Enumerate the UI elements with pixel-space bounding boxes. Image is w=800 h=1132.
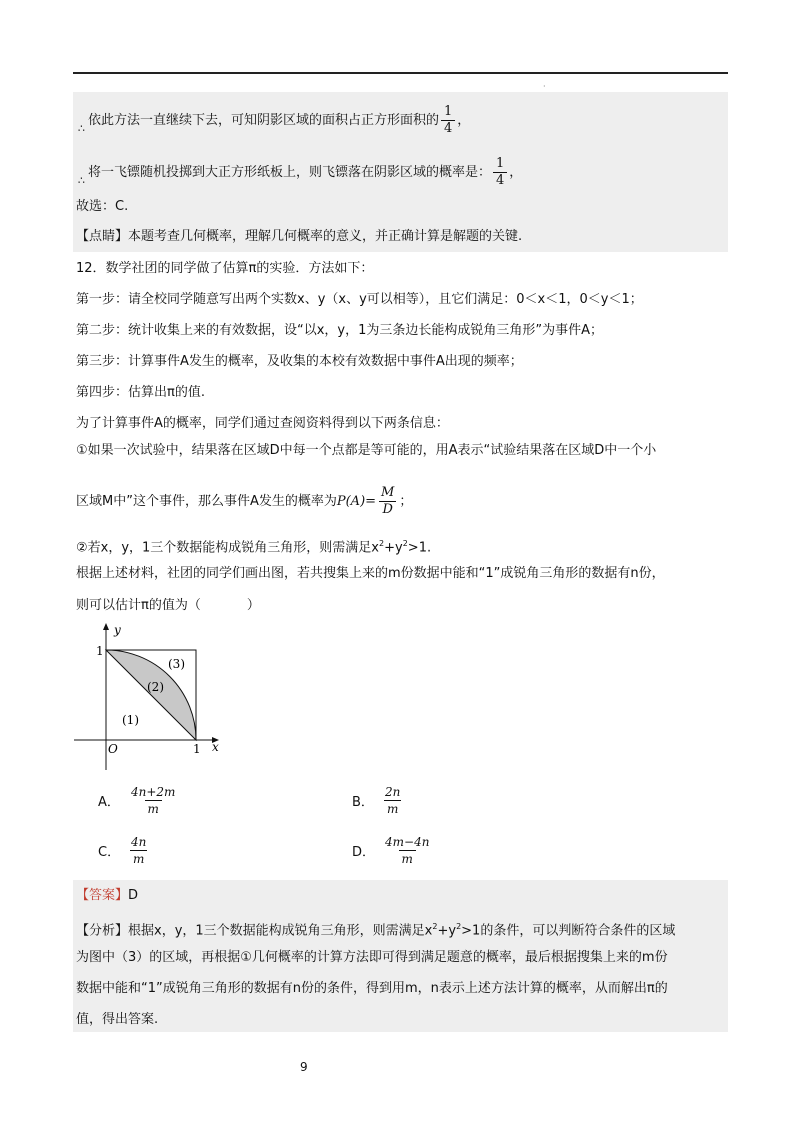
therefore-symbol: ∴ bbox=[78, 174, 85, 187]
probability-formula: P(A)= bbox=[336, 494, 377, 509]
option-b[interactable]: B． $\frac{2n}{m}$ bbox=[352, 785, 401, 816]
fraction-m-over-d: $\frac{M}{D}$ bbox=[381, 485, 395, 517]
origin-label: O bbox=[108, 742, 118, 756]
material-line-a: 根据上述材料，社团的同学们画出图，若共搜集上来的m份数据中能和“1”成锐角三角形的数据有n份， bbox=[76, 566, 665, 581]
analysis-line-4: 值，得出答案. bbox=[76, 1012, 159, 1027]
y-axis-label: y bbox=[114, 623, 121, 637]
region-3-label: (3) bbox=[168, 657, 185, 671]
choose-line: 故选：C. bbox=[76, 199, 129, 214]
answer-value: D bbox=[128, 888, 139, 903]
analysis-line-1: 【分析】根据x，y，1三个数据能构成锐角三角形，则需满足$x^2+y^2>1$的条件，可以判断符合条件的区域 bbox=[76, 922, 676, 939]
info-2: ②若x，y，1三个数据能构成锐角三角形，则需满足$x^2+y^2>1$. bbox=[76, 539, 432, 556]
info-1-line-b: 区域M中”这个事件，那么事件A发生的概率为P(A)= $\frac{M}{D}$ ； bbox=[76, 485, 413, 517]
y-tick-label: 1 bbox=[96, 644, 104, 658]
step-1: 第一步：请全校同学随意写出两个实数x、y（x、y可以相等），且它们满足：0＜x＜1，0＜y＜1； bbox=[76, 292, 643, 307]
solution-line-2: 将一飞镖随机投掷到大正方形纸板上，则飞镖落在阴影区域的概率是： $\frac{1}{4}$ ， bbox=[88, 156, 523, 188]
option-d[interactable]: D． $\frac{4m-4n}{m}$ bbox=[352, 835, 430, 866]
answer-line bbox=[76, 886, 138, 906]
comment-line: 【点睛】本题考查几何概率，理解几何概率的意义，并正确计算是解题的关键. bbox=[76, 229, 523, 244]
therefore-symbol: ∴ bbox=[78, 122, 85, 135]
region-1-label: (1) bbox=[122, 713, 139, 727]
step-3: 第三步：计算事件A发生的概率，及收集的本校有效数据中事件A出现的频率； bbox=[76, 354, 523, 369]
fraction-one-quarter: $\frac{1}{4}$ bbox=[493, 156, 507, 189]
answer-tag: 【答案】 bbox=[76, 888, 129, 903]
material-line-b: 则可以估计π的值为（ ） bbox=[76, 598, 260, 613]
solution-line-1: 依此方法一直继续下去，可知阴影区域的面积占正方形面积的 $\frac{1}{4}$ ， bbox=[88, 104, 471, 136]
header-dot: · bbox=[543, 82, 546, 91]
question-12-intro: 12．数学社团的同学做了估算π的实验．方法如下： bbox=[76, 261, 374, 276]
fraction-one-quarter: $\frac{1}{4}$ bbox=[441, 104, 455, 137]
analysis-line-3: 数据中能和“1”成锐角三角形的数据有n份的条件，得到用m，n表示上述方法计算的概率，从而解出π的 bbox=[76, 981, 668, 996]
x-tick-label: 1 bbox=[193, 742, 201, 756]
option-a[interactable]: A． $\frac{4n+2m}{m}$ bbox=[98, 785, 176, 816]
page-number: 9 bbox=[300, 1060, 308, 1074]
step-4: 第四步：估算出π的值. bbox=[76, 385, 205, 400]
region-2-label: (2) bbox=[147, 680, 164, 694]
analysis-line-2: 为图中（3）的区域，再根据①几何概率的计算方法即可得到满足题意的概率，最后根据搜集上来的m份 bbox=[76, 950, 668, 965]
header-rule bbox=[73, 72, 728, 74]
step-2: 第二步：统计收集上来的有效数据，设“以x，y，1为三条边长能构成锐角三角形”为事件A； bbox=[76, 323, 604, 338]
info-intro: 为了计算事件A的概率，同学们通过查阅资料得到以下两条信息： bbox=[76, 416, 449, 431]
x-axis-label: x bbox=[212, 740, 219, 754]
analysis-tag: 【分析】 bbox=[76, 923, 129, 939]
info-1-line-a: ①如果一次试验中，结果落在区域D中每一个点都是等可能的，用A表示“试验结果落在区域D中一个小 bbox=[76, 443, 657, 458]
unit-square-figure bbox=[70, 620, 230, 780]
option-c[interactable]: C． $\frac{4n}{m}$ bbox=[98, 835, 147, 866]
comment-tag: 【点睛】 bbox=[76, 229, 129, 244]
